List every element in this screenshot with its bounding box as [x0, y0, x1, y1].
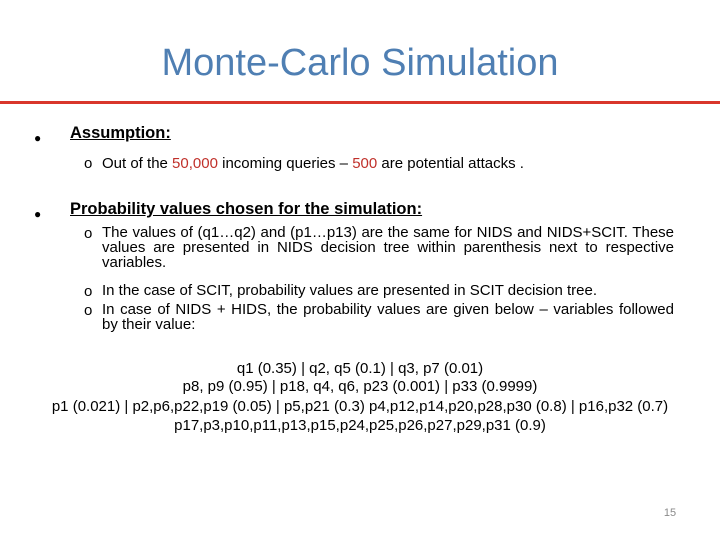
- sub-bullet-circle-icon: o: [84, 302, 93, 319]
- probability-values-line: q1 (0.35) | q2, q5 (0.1) | q3, p7 (0.01): [236, 360, 484, 377]
- probability-values-line: p17,p3,p10,p11,p13,p15,p24,p25,p26,p27,p29,p31 (0.9): [174, 417, 546, 434]
- probability-note-nids: The values of (q1…q2) and (p1…p13) are the same for NIDS and NIDS+SCIT. These values are presented in NIDS decision tree within parenthesis next to respective variables.: [102, 224, 674, 271]
- bullet-heading-assumption: Assumption:: [70, 124, 171, 142]
- bullet-heading-probability: Probability values chosen for the simulation:: [70, 200, 423, 218]
- assumption-highlight-queries: 50,000: [172, 155, 218, 172]
- bullet-dot-icon: ●: [34, 207, 42, 221]
- sub-bullet-circle-icon: o: [84, 155, 93, 172]
- sub-bullet-circle-icon: o: [84, 225, 93, 242]
- probability-note-scit: In the case of SCIT, probability values are presented in SCIT decision tree.: [102, 282, 597, 299]
- assumption-highlight-attacks: 500: [352, 155, 378, 172]
- bullet-dot-icon: ●: [34, 131, 42, 145]
- assumption-text: [102, 155, 524, 172]
- page-number: 15: [663, 507, 677, 519]
- probability-note-hids: In case of NIDS + HIDS, the probability values are given below – variables followed by their value:: [102, 301, 674, 333]
- assumption-text-c: are potential attacks .: [377, 155, 524, 172]
- slide-title: Monte-Carlo Simulation: [161, 42, 559, 84]
- probability-values-line: p1 (0.021) | p2,p6,p22,p19 (0.05) | p5,p21 (0.3) p4,p12,p14,p20,p28,p30 (0.8) | p16,p32 (0.7): [51, 398, 669, 415]
- probability-values-line: p8, p9 (0.95) | p18, q4, q6, p23 (0.001) | p33 (0.9999): [182, 378, 538, 395]
- assumption-text-b: incoming queries –: [217, 155, 353, 172]
- sub-bullet-circle-icon: o: [84, 283, 93, 300]
- assumption-text-a: Out of the: [102, 155, 173, 172]
- title-divider: [0, 101, 720, 104]
